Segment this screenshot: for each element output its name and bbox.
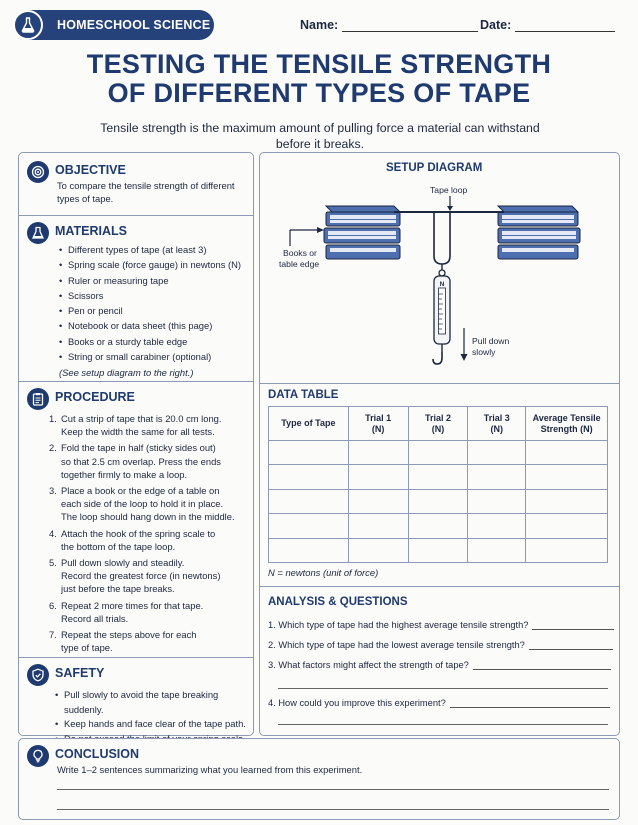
conclusion-text: Write 1–2 sentences summarizing what you learned from this experiment. (57, 764, 363, 775)
step-line: so that 2.5 cm overlap. Press the ends (61, 455, 221, 467)
divider (260, 383, 619, 384)
header-text: Trial 1 (365, 412, 392, 423)
safety-item: • Keep hands and face clear of the tape path. (55, 717, 251, 732)
header-trial-1 (348, 407, 408, 441)
procedure-step (49, 441, 249, 481)
objective-section (19, 153, 253, 215)
table-cell[interactable] (348, 514, 408, 538)
table-cell[interactable] (269, 514, 349, 538)
answer-line[interactable] (450, 699, 610, 708)
step-number: 1. (49, 413, 57, 424)
material-item: • String or small carabiner (optional) (59, 349, 249, 364)
books-label-1: Books or (283, 248, 317, 258)
table-cell[interactable] (468, 441, 526, 465)
answer-line[interactable] (473, 661, 611, 670)
question-text: 2. Which type of tape had the lowest average tensile strength? (268, 640, 525, 650)
safety-section (19, 657, 253, 737)
table-cell[interactable] (526, 465, 608, 489)
material-item: • Ruler or measuring tape (59, 273, 249, 288)
header-trial-2 (408, 407, 468, 441)
procedure-step (49, 527, 249, 553)
table-row (269, 441, 608, 465)
table-cell[interactable] (269, 465, 349, 489)
table-cell[interactable] (468, 514, 526, 538)
question-4 (268, 698, 610, 708)
table-cell[interactable] (526, 538, 608, 562)
setup-title: SETUP DIAGRAM (386, 162, 483, 174)
header-text: Type of Tape (281, 418, 336, 428)
procedure-step (49, 628, 249, 654)
question-text: 1. Which type of tape had the highest average tensile strength? (268, 620, 529, 630)
flask-icon (13, 10, 43, 40)
table-cell[interactable] (408, 489, 468, 513)
step-line: Cut a strip of tape that is 20.0 cm long. (61, 413, 222, 424)
table-cell[interactable] (348, 441, 408, 465)
page-title (0, 50, 638, 108)
answer-line[interactable] (529, 641, 613, 650)
date-line[interactable] (515, 18, 615, 32)
analysis-title: ANALYSIS & QUESTIONS (268, 596, 408, 608)
step-number: 5. (49, 557, 57, 569)
page-header (14, 8, 626, 44)
data-table-note: N = newtons (unit of force) (268, 567, 379, 578)
question-text: 4. How could you improve this experiment? (268, 698, 446, 708)
table-cell[interactable] (408, 538, 468, 562)
procedure-step (49, 412, 249, 438)
header-text: Average Tensile (532, 412, 601, 423)
answer-line[interactable] (278, 688, 608, 689)
badge-label: HOMESCHOOL SCIENCE (57, 18, 211, 32)
table-row (269, 538, 608, 562)
objective-line-2: types of tape. (57, 193, 114, 205)
procedure-list (49, 412, 249, 657)
conclusion-title: CONCLUSION (55, 747, 140, 761)
step-line: together firmly to make a loop. (61, 468, 188, 480)
procedure-step (49, 484, 249, 524)
intro-text (70, 120, 570, 152)
books-label-2: table edge (279, 259, 320, 269)
material-item: • Notebook or data sheet (this page) (59, 318, 249, 333)
step-line: Place a book or the edge of a table on (61, 485, 220, 497)
question-text: 3. What factors might affect the strength of tape? (268, 660, 469, 670)
answer-line[interactable] (57, 809, 609, 810)
table-cell[interactable] (408, 465, 468, 489)
step-line: Fold the tape in half (sticky sides out) (61, 442, 216, 454)
data-table-title: DATA TABLE (268, 389, 339, 401)
table-header-row (269, 407, 608, 441)
pull-label-2: slowly (472, 347, 496, 357)
pull-label-1: Pull down (472, 336, 510, 346)
table-cell[interactable] (348, 489, 408, 513)
procedure-step (49, 556, 249, 596)
table-cell[interactable] (408, 441, 468, 465)
lightbulb-icon (27, 745, 49, 767)
step-number: 4. (49, 527, 57, 539)
table-cell[interactable] (269, 538, 349, 562)
answer-line[interactable] (57, 789, 609, 790)
table-cell[interactable] (468, 489, 526, 513)
material-item: • Spring scale (force gauge) in newtons (N) (59, 257, 249, 272)
name-line[interactable] (342, 18, 478, 32)
step-line: Record all trials. (61, 612, 129, 624)
table-cell[interactable] (526, 514, 608, 538)
step-number: 6. (49, 599, 57, 611)
step-line: just before the tape breaks. (61, 583, 175, 595)
objective-title: OBJECTIVE (55, 163, 126, 177)
tape-loop (434, 213, 450, 264)
step-line: Repeat the steps above for each (61, 629, 197, 641)
header-unit: Strength (N) (540, 423, 593, 434)
question-2 (268, 640, 613, 650)
materials-list (59, 242, 249, 364)
procedure-title: PROCEDURE (55, 390, 135, 404)
scale-unit-label: N (439, 281, 445, 288)
shield-icon (27, 664, 49, 686)
answer-line[interactable] (532, 621, 614, 630)
step-line: Attach the hook of the spring scale to (61, 527, 216, 539)
intro-line-2: before it breaks. (275, 137, 365, 151)
materials-title: MATERIALS (55, 224, 127, 238)
header-trial-3 (468, 407, 526, 441)
materials-section (19, 215, 253, 381)
question-1 (268, 620, 614, 630)
material-item: • Books or a sturdy table edge (59, 334, 249, 349)
table-cell[interactable] (348, 465, 408, 489)
title-line-1: TESTING THE TENSILE STRENGTH (86, 49, 552, 79)
title-line-2: OF DIFFERENT TYPES OF TAPE (107, 78, 531, 108)
analysis-divider (259, 586, 620, 587)
question-3 (268, 660, 611, 670)
tape-loop-label: Tape loop (430, 185, 468, 195)
safety-item: • Pull slowly to avoid the tape breaking suddenly. (55, 688, 251, 717)
beaker-icon (27, 222, 49, 244)
materials-note: (See setup diagram to the right.) (59, 367, 194, 378)
step-number: 7. (49, 629, 57, 641)
step-line: type of tape. (61, 642, 113, 654)
date-label: Date: (480, 18, 512, 32)
conclusion-panel (18, 738, 620, 820)
step-line: The loop should hang down in the middle. (61, 511, 235, 523)
step-line: Record the greatest force (in newtons) (61, 570, 221, 582)
material-item: • Scissors (59, 288, 249, 303)
header-text: Trial 3 (483, 412, 510, 423)
left-books (324, 206, 400, 259)
step-line: Repeat 2 more times for that tape. (61, 599, 204, 611)
step-line: each side of the loop to hold it in place. (61, 498, 224, 510)
table-cell[interactable] (526, 441, 608, 465)
table-cell[interactable] (408, 514, 468, 538)
table-row (269, 465, 608, 489)
table-cell[interactable] (348, 538, 408, 562)
left-panel (18, 152, 254, 736)
table-cell[interactable] (468, 538, 526, 562)
date-field[interactable] (480, 18, 615, 32)
procedure-section (19, 381, 253, 657)
step-line: Keep the width the same for all tests. (61, 426, 215, 438)
header-unit: (N) (490, 423, 504, 434)
homeschool-badge (14, 10, 214, 40)
step-number: 3. (49, 485, 57, 497)
procedure-step (49, 599, 249, 625)
objective-text (57, 179, 235, 205)
intro-line-1: Tensile strength is the maximum amount of pulling force a material can withstand (100, 121, 540, 135)
header-average (526, 407, 608, 441)
answer-line[interactable] (278, 724, 608, 725)
objective-line-1: To compare the tensile strength of different (57, 180, 235, 191)
table-cell[interactable] (526, 489, 608, 513)
table-row (269, 514, 608, 538)
header-unit: (N) (431, 423, 445, 434)
step-line: Pull down slowly and steadily. (61, 557, 185, 569)
table-row (269, 489, 608, 513)
header-text: Trial 2 (424, 412, 451, 423)
data-table (268, 406, 608, 563)
spring-scale (433, 264, 450, 364)
step-number: 2. (49, 442, 57, 454)
clipboard-icon (27, 388, 49, 410)
setup-diagram (262, 178, 612, 380)
right-books (498, 206, 580, 259)
table-cell[interactable] (269, 441, 349, 465)
material-item: • Different types of tape (at least 3) (59, 242, 249, 257)
name-field[interactable] (300, 18, 478, 32)
table-cell[interactable] (269, 489, 349, 513)
target-icon (27, 161, 49, 183)
name-label: Name: (300, 18, 339, 32)
header-unit: (N) (371, 423, 385, 434)
step-line: the bottom of the tape loop. (61, 540, 176, 552)
safety-title: SAFETY (55, 666, 105, 680)
table-cell[interactable] (468, 465, 526, 489)
header-type-of-tape (269, 407, 349, 441)
material-item: • Pen or pencil (59, 303, 249, 318)
